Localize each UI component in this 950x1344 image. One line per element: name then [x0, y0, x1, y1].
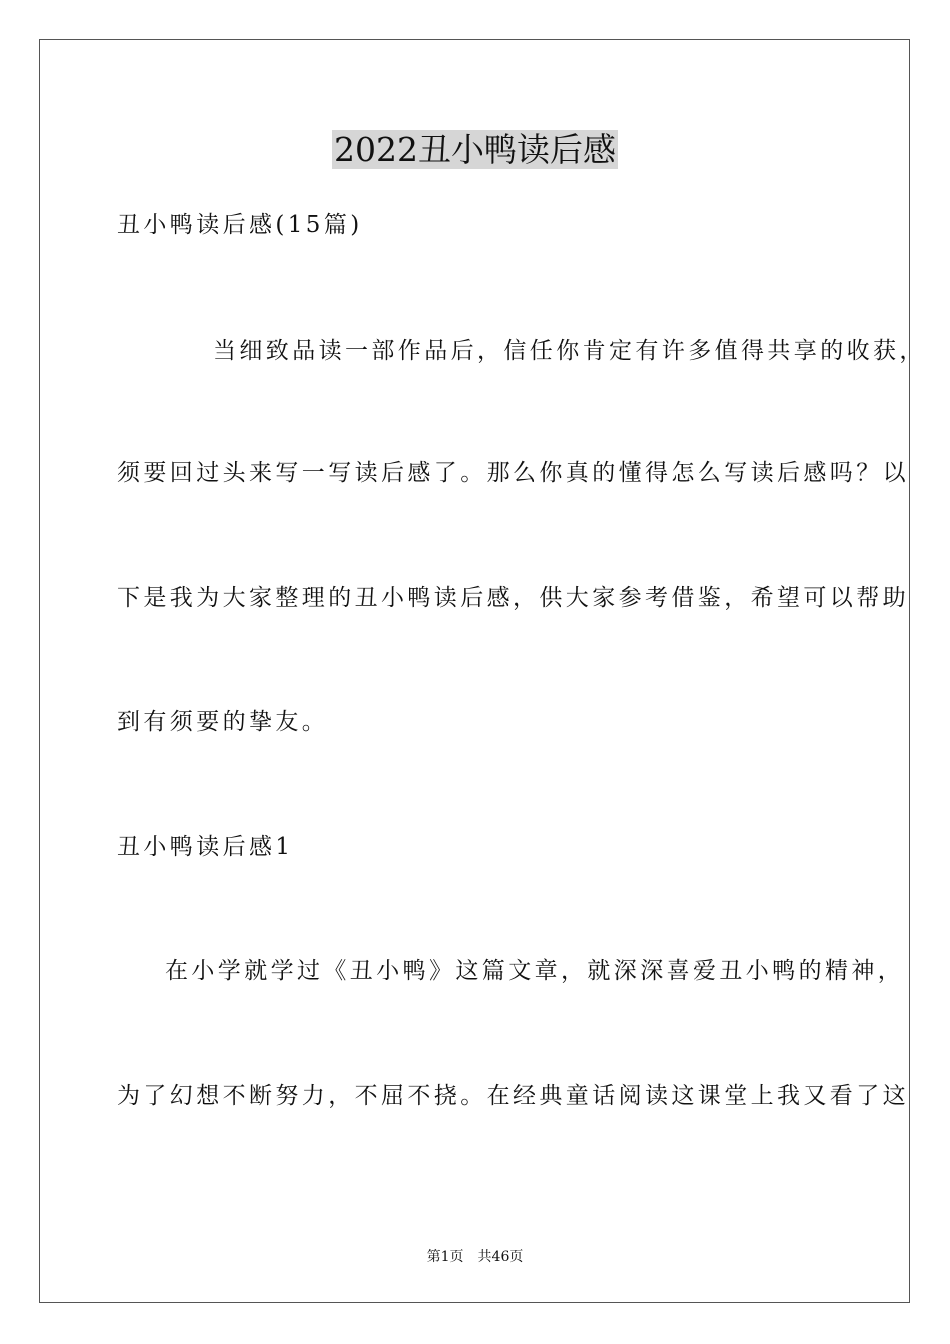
document-subtitle: 丑小鸭读后感(15篇): [117, 212, 363, 238]
intro-line-2: 须要回过头来写一写读后感了。那么你真的懂得怎么写读后感吗？以: [117, 460, 909, 486]
section-line-2: 为了幻想不断努力，不屈不挠。在经典童话阅读这课堂上我又看了这: [117, 1083, 909, 1109]
intro-line-3: 下是我为大家整理的丑小鸭读后感，供大家参考借鉴，希望可以帮助: [117, 585, 909, 611]
section-line-1: 在小学就学过《丑小鸭》这篇文章，就深深喜爱丑小鸭的精神，: [165, 958, 905, 984]
page-number-footer: 第1页 共46页: [426, 1249, 524, 1265]
intro-line-1: 当细致品读一部作品后，信任你肯定有许多值得共享的收获，: [213, 338, 926, 364]
intro-line-4: 到有须要的挚友。: [117, 709, 329, 735]
document-title: 2022丑小鸭读后感: [334, 130, 616, 169]
section-heading: 丑小鸭读后感1: [117, 834, 294, 860]
